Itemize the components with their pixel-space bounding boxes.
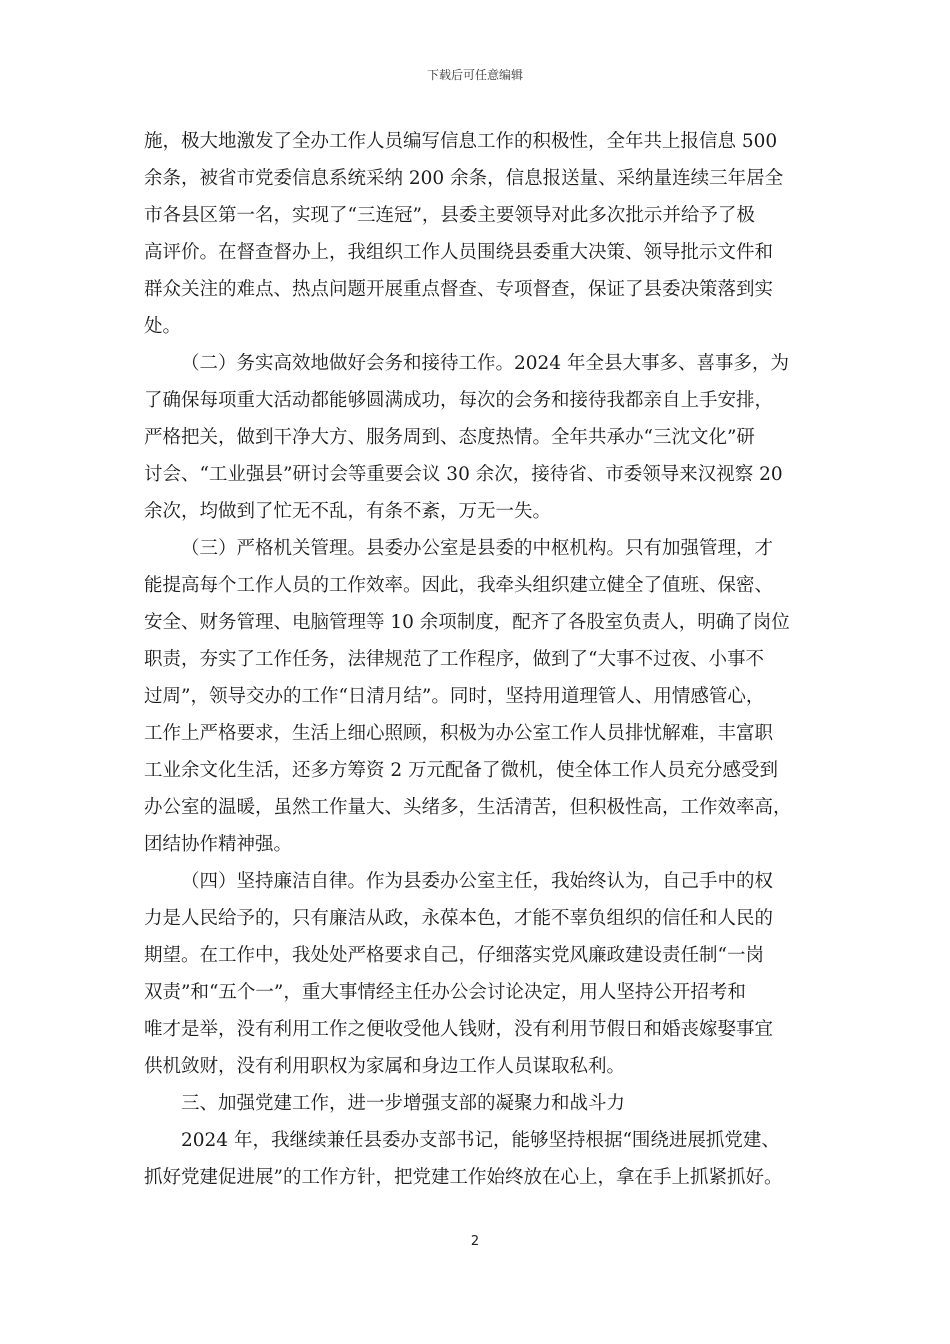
- text-line: 施，极大地激发了全办工作人员编写信息工作的积极性，全年共上报信息 500: [144, 131, 778, 152]
- page-header: 下载后可任意编辑: [426, 68, 523, 82]
- text-line: 了确保每项重大活动都能够圆满成功，每次的会务和接待我都亲自上手安排，: [144, 390, 774, 411]
- text-line: 市各县区第一名，实现了“三连冠”，县委主要领导对此多次批示并给予了极: [144, 205, 755, 226]
- text-line: 讨会、“工业强县”研讨会等重要会议 30 余次，接待省、市委领导来汉视察 20: [144, 464, 783, 485]
- text-line: 群众关注的难点、热点问题开展重点督查、专项督查，保证了县委决策落到实: [144, 279, 774, 300]
- text-line: 工业余文化生活，还多方筹资 2 万元配备了微机，使全体工作人员充分感受到: [144, 760, 779, 781]
- paragraph-start-line: （三）严格机关管理。县委办公室是县委的中枢机构。只有加强管理，才: [181, 538, 774, 559]
- paragraph-start-line: （二）务实高效地做好会务和接待工作。2024 年全县大事多、喜事多，为: [181, 353, 789, 374]
- text-line: 能提高每个工作人员的工作效率。因此，我牵头组织建立健全了值班、保密、: [144, 575, 774, 596]
- text-line: 余次，均做到了忙无不乱，有条不紊，万无一失。: [144, 501, 552, 522]
- section-heading: 三、加强党建工作，进一步增强支部的凝聚力和战斗力: [181, 1093, 626, 1114]
- text-line: 唯才是举，没有利用工作之便收受他人钱财，没有利用节假日和婚丧嫁娶事宜: [144, 1019, 774, 1040]
- text-line: 高评价。在督查督办上，我组织工作人员围绕县委重大决策、领导批示文件和: [144, 242, 774, 263]
- text-line: 安全、财务管理、电脑管理等 10 余项制度，配齐了各股室负责人，明确了岗位: [144, 612, 790, 633]
- text-line: 供机敛财，没有利用职权为家属和身边工作人员谋取私利。: [144, 1056, 626, 1077]
- text-line: 团结协作精神强。: [144, 834, 293, 855]
- text-line: 严格把关，做到干净大方、服务周到、态度热情。全年共承办“三沈文化”研: [144, 427, 755, 448]
- paragraph-start-line: （四）坚持廉洁自律。作为县委办公室主任，我始终认为，自己手中的权: [181, 871, 774, 892]
- text-line: 双责”和“五个一”，重大事情经主任办公会讨论决定，用人坚持公开招考和: [144, 982, 746, 1003]
- text-line: 期望。在工作中，我处处严格要求自己，仔细落实党风廉政建设责任制“一岗: [144, 945, 764, 966]
- text-line: 职责，夯实了工作任务，法律规范了工作程序，做到了“大事不过夜、小事不: [144, 649, 764, 670]
- document-body: [144, 123, 820, 1196]
- text-line: 抓好党建促进展”的工作方针，把党建工作始终放在心上，拿在手上抓紧抓好。: [144, 1167, 783, 1188]
- paragraph-start-line: 2024 年，我继续兼任县委办支部书记，能够坚持根据“围绕进展抓党建、: [181, 1130, 780, 1151]
- text-line: 力是人民给予的，只有廉洁从政，永葆本色，才能不辜负组织的信任和人民的: [144, 908, 774, 929]
- text-line: 余条，被省市党委信息系统采纳 200 余条，信息报送量、采纳量连续三年居全: [144, 168, 784, 189]
- text-line: 工作上严格要求，生活上细心照顾，积极为办公室工作人员排忧解难，丰富职: [144, 723, 774, 744]
- text-line: 处。: [144, 316, 182, 337]
- text-line: 办公室的温暖，虽然工作量大、头绪多，生活清苦，但积极性高，工作效率高，: [144, 797, 792, 818]
- text-line: 过周”，领导交办的工作“日清月结”。同时，坚持用道理管人、用情感管心，: [144, 686, 765, 707]
- page-number: 2: [470, 1234, 480, 1249]
